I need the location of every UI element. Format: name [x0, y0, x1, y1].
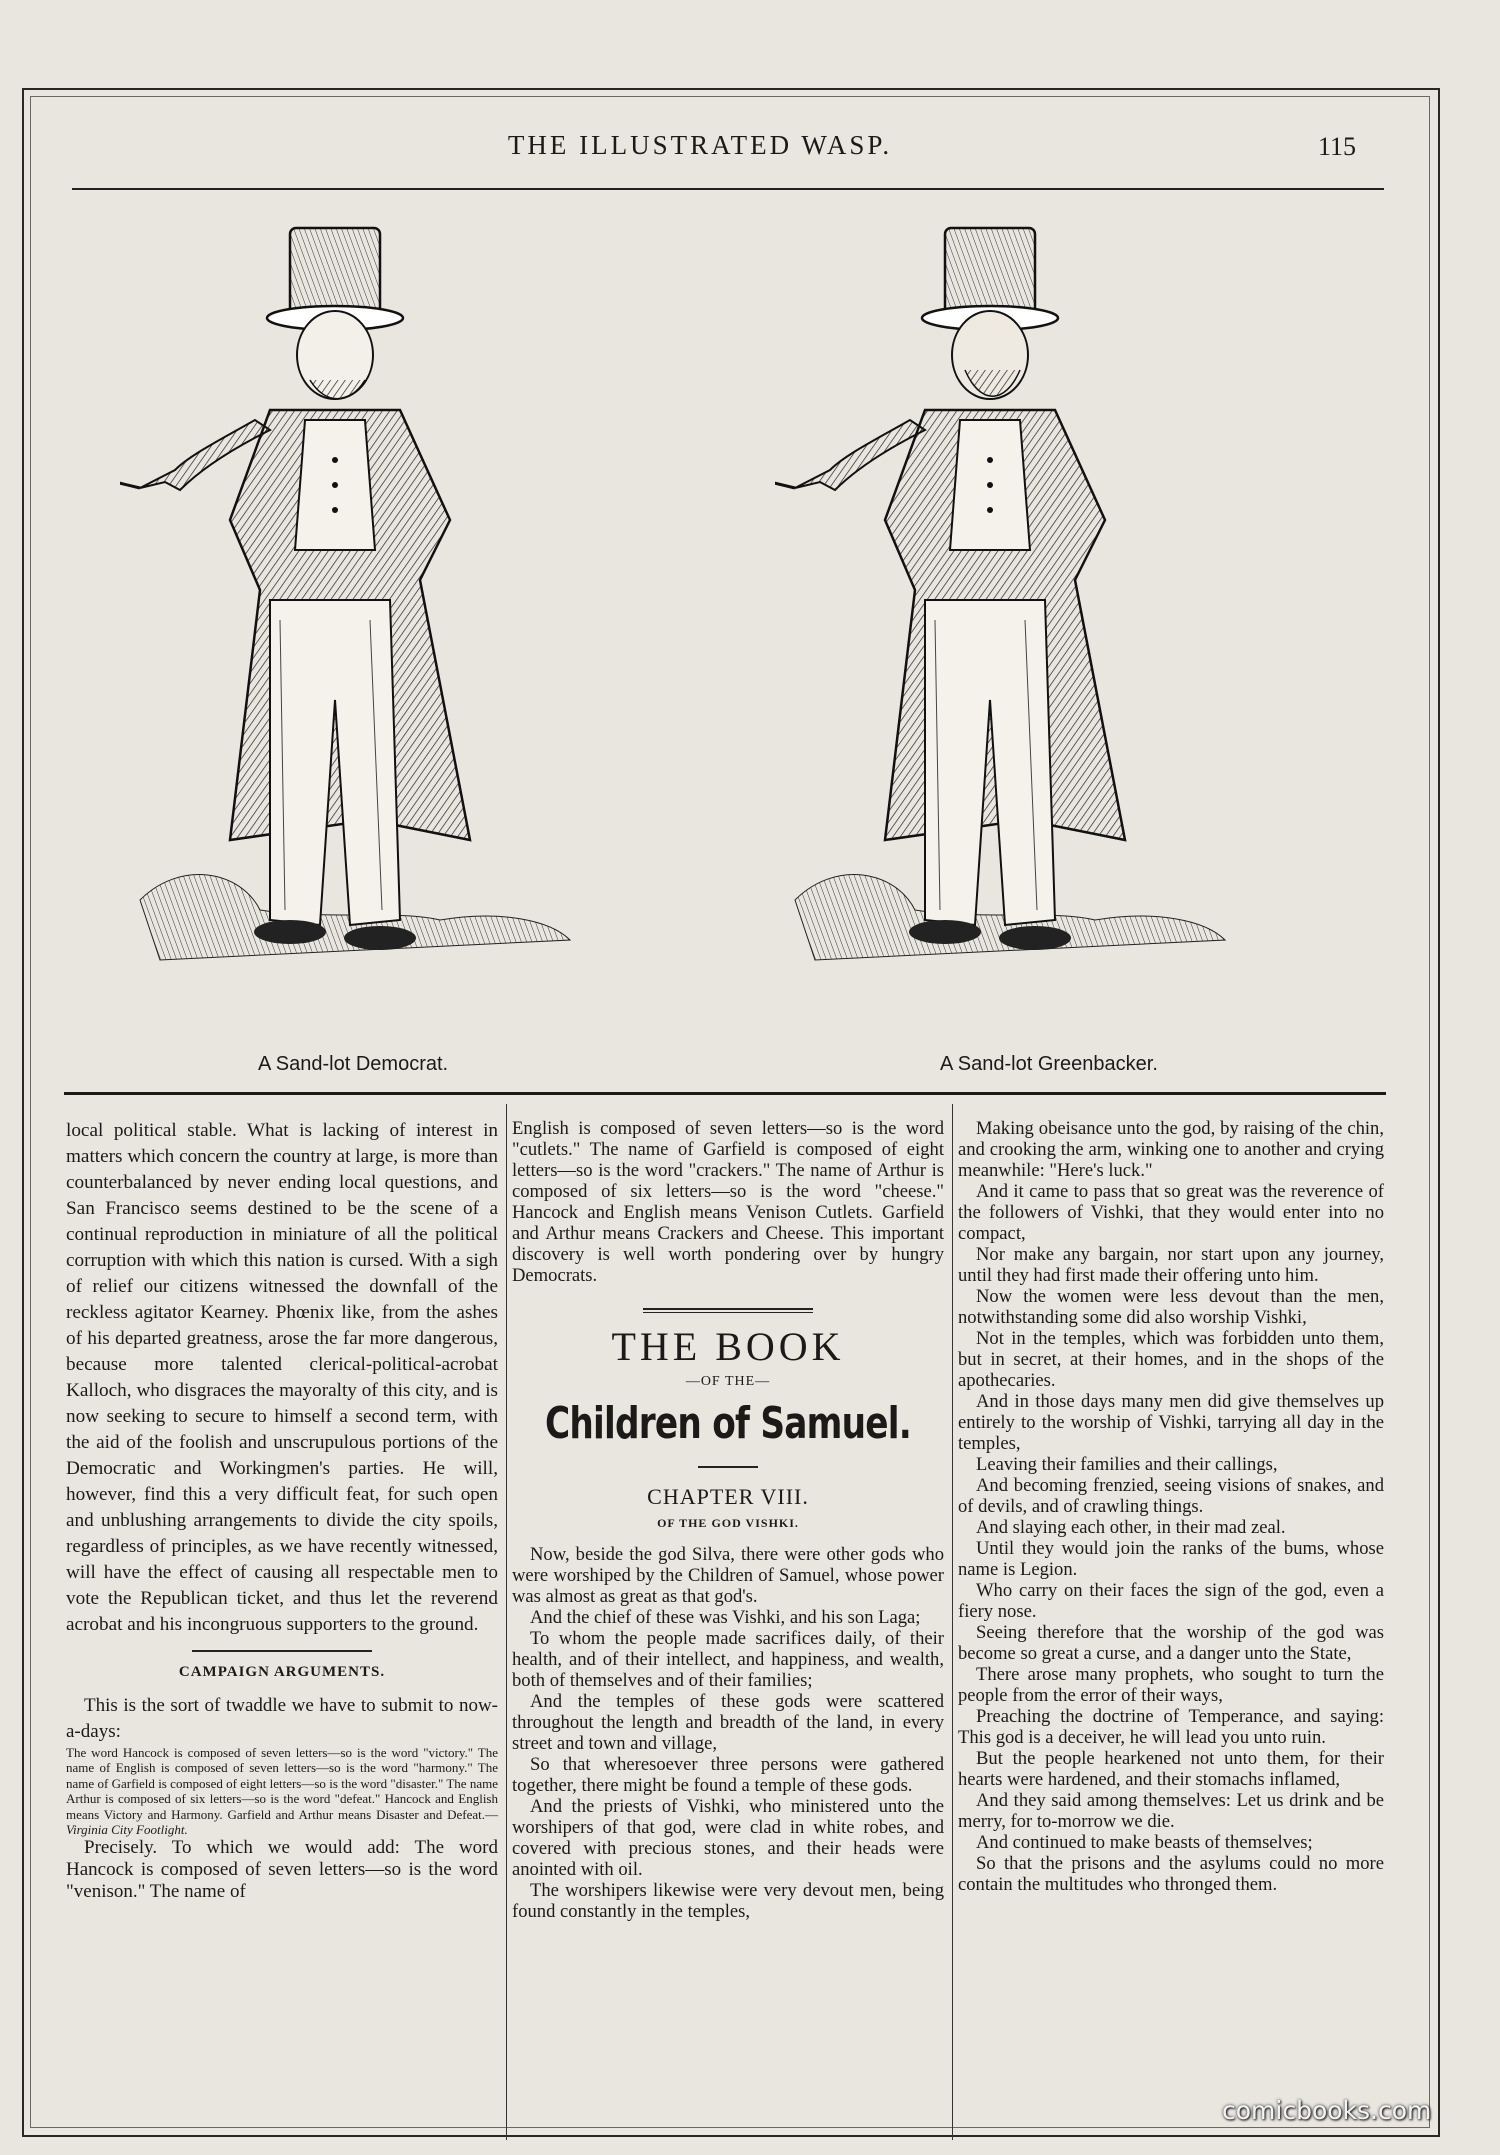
- illustration-sand-lot-greenbacker: [775, 220, 1235, 1040]
- verse: There arose many prophets, who sought to turn the people from the error of their ways,: [958, 1664, 1384, 1706]
- illustration-sand-lot-democrat: [120, 220, 580, 1040]
- verse: So that the prisons and the asylums could no more contain the multitudes who thronged them.: [958, 1853, 1384, 1895]
- header-rule: [72, 188, 1384, 190]
- verse: And it came to pass that so great was the reverence of the followers of Vishki, that they would enter into no compact,: [958, 1181, 1384, 1244]
- caption-greenbacker: A Sand-lot Greenbacker.: [940, 1053, 1158, 1075]
- verse: Now, beside the god Silva, there were other gods who were worshiped by the Children of Samuel, whose power was almost as great as that god's.: [512, 1544, 944, 1607]
- verse: And slaying each other, in their mad zeal.: [976, 1517, 1286, 1538]
- verse: So that wheresoever three persons were gathered together, there might be found a temple of these gods.: [512, 1754, 944, 1796]
- verse: And the temples of these gods were scattered throughout the length and breadth of the land, in every street and town and village,: [512, 1691, 944, 1754]
- verse: And becoming frenzied, seeing visions of snakes, and of devils, and of crawling things.: [958, 1475, 1384, 1517]
- book-heading: [512, 1308, 944, 1534]
- caption-democrat: A Sand-lot Democrat.: [258, 1053, 449, 1075]
- chapter-subtitle: OF THE GOD VISHKI.: [657, 1516, 799, 1530]
- heading-rule: [643, 1312, 813, 1313]
- verse: And the chief of these was Vishki, and his son Laga;: [530, 1607, 921, 1628]
- column-rule-1: [506, 1104, 507, 2140]
- verse: Leaving their families and their callings,: [976, 1454, 1278, 1475]
- chapter-title: CHAPTER VIII.: [647, 1484, 809, 1509]
- article-paragraph: This is the sort of twaddle we have to submit to now-a-days:: [66, 1695, 498, 1742]
- verse: The worshipers likewise were very devout men, being found constantly in the temples,: [512, 1880, 944, 1922]
- quote-text: The word Hancock is composed of seven letters—so is the word "victory." The name of English is composed of seven letters—so is the word "harmony." The name of Garfield is composed of eight letters—so is the word "disaster." The name Arthur is composed of six letters—so is the word "defeat." Hancock and English means Victory and Harmony. Garfield and Arthur means Disaster and Defeat.—: [66, 1745, 498, 1822]
- democrat-figure-drawing: [120, 220, 580, 1040]
- verse: And in those days many men did give themselves up entirely to the worship of Vishki, tarrying all day in the temples,: [958, 1391, 1384, 1454]
- verse: To whom the people made sacrifices daily, of their health, and of their intellect, and happiness, and wealth, both of themselves and of their families;: [512, 1628, 944, 1691]
- verse: But the people hearkened not unto them, for their hearts were hardened, and their stomachs inflamed,: [958, 1748, 1384, 1790]
- quoted-excerpt: [66, 1745, 498, 1837]
- column-rule-2: [952, 1104, 953, 2140]
- section-divider: [64, 1092, 1386, 1095]
- article-paragraph: English is composed of seven letters—so is the word "cutlets." The name of Garfield is composed of eight letters—so is the word "crackers." The name of Arthur is composed of six letters—so is the word "cheese." Hancock and English means Venison Cutlets. Garfield and Arthur means Crackers and Cheese. This important discovery is well worth pondering over by hungry Democrats.: [512, 1118, 944, 1286]
- column-2: [512, 1118, 944, 1922]
- heading-rule: [698, 1466, 758, 1468]
- column-3: [958, 1118, 1384, 1895]
- verse: Who carry on their faces the sign of the god, even a fiery nose.: [958, 1580, 1384, 1622]
- verse: Preaching the doctrine of Temperance, and saying: This god is a deceiver, he will lead you unto ruin.: [958, 1706, 1384, 1748]
- quote-source: Virginia City Footlight.: [66, 1822, 188, 1838]
- masthead-title: THE ILLUSTRATED WASP.: [507, 130, 893, 160]
- article-paragraph: local political stable. What is lacking of interest in matters which concern the country at large, is more than counterbalanced by never ending local questions, and San Francisco seems destined to be the scene of a continual reproduction in miniature of all the political corruption with which this nation is cursed. With a sigh of relief our citizens witnessed the downfall of the reckless agitator Kearney. Phœnix like, from the ashes of his departed greatness, arose the far more dangerous, because more talented clerical-political-acrobat Kalloch, who disgraces the mayoralty of this city, and is now seeking to secure to himself a second term, with the aid of the foolish and unscrupulous portions of the Democratic and Workingmen's parties. He will, however, find this a very difficult feat, for such open and unblushing arrangements to divide the city spoils, regardless of principles, as we have recently witnessed, will have the effect of causing all respectable men to vote the Republican ticket, and thus let the reverend acrobat and his incongruous supporters to the ground.: [66, 1120, 498, 1635]
- book-title: THE BOOK: [611, 1324, 845, 1369]
- section-heading: CAMPAIGN ARGUMENTS.: [178, 1664, 386, 1680]
- greenbacker-figure-drawing: [775, 220, 1235, 1040]
- book-name: Children of Samuel.: [544, 1398, 912, 1449]
- verse: And they said among themselves: Let us drink and be merry, for to-morrow we die.: [958, 1790, 1384, 1832]
- column-divider: [192, 1650, 372, 1652]
- book-of: —OF THE—: [685, 1374, 771, 1389]
- watermark-logo: comicbooks.com: [1222, 2096, 1432, 2125]
- verse: And continued to make beasts of themselves;: [976, 1832, 1313, 1853]
- article-paragraph: Precisely. To which we would add: The word Hancock is composed of seven letters—so is the word "venison." The name of: [66, 1837, 498, 1903]
- verse: Now the women were less devout than the men, notwithstanding some did also worship Vishki,: [958, 1286, 1384, 1328]
- heading-rule: [643, 1308, 813, 1310]
- verse: Making obeisance unto the god, by raising of the chin, and crooking the arm, winking one to another and crying meanwhile: "Here's luck.": [958, 1118, 1384, 1181]
- verse: Nor make any bargain, nor start upon any journey, until they had first made their offering unto him.: [958, 1244, 1384, 1286]
- verse: Until they would join the ranks of the bums, whose name is Legion.: [958, 1538, 1384, 1580]
- verse: Not in the temples, which was forbidden unto them, but in secret, at their homes, and in the shops of the apothecaries.: [958, 1328, 1384, 1391]
- verse: Seeing therefore that the worship of the god was become so great a curse, and a danger unto the State,: [958, 1622, 1384, 1664]
- column-1: [66, 1118, 498, 1903]
- verse: And the priests of Vishki, who ministered unto the worshipers of that god, were clad in white robes, and covered with precious stones, and their heads were anointed with oil.: [512, 1796, 944, 1880]
- page-number: 115: [1318, 132, 1357, 161]
